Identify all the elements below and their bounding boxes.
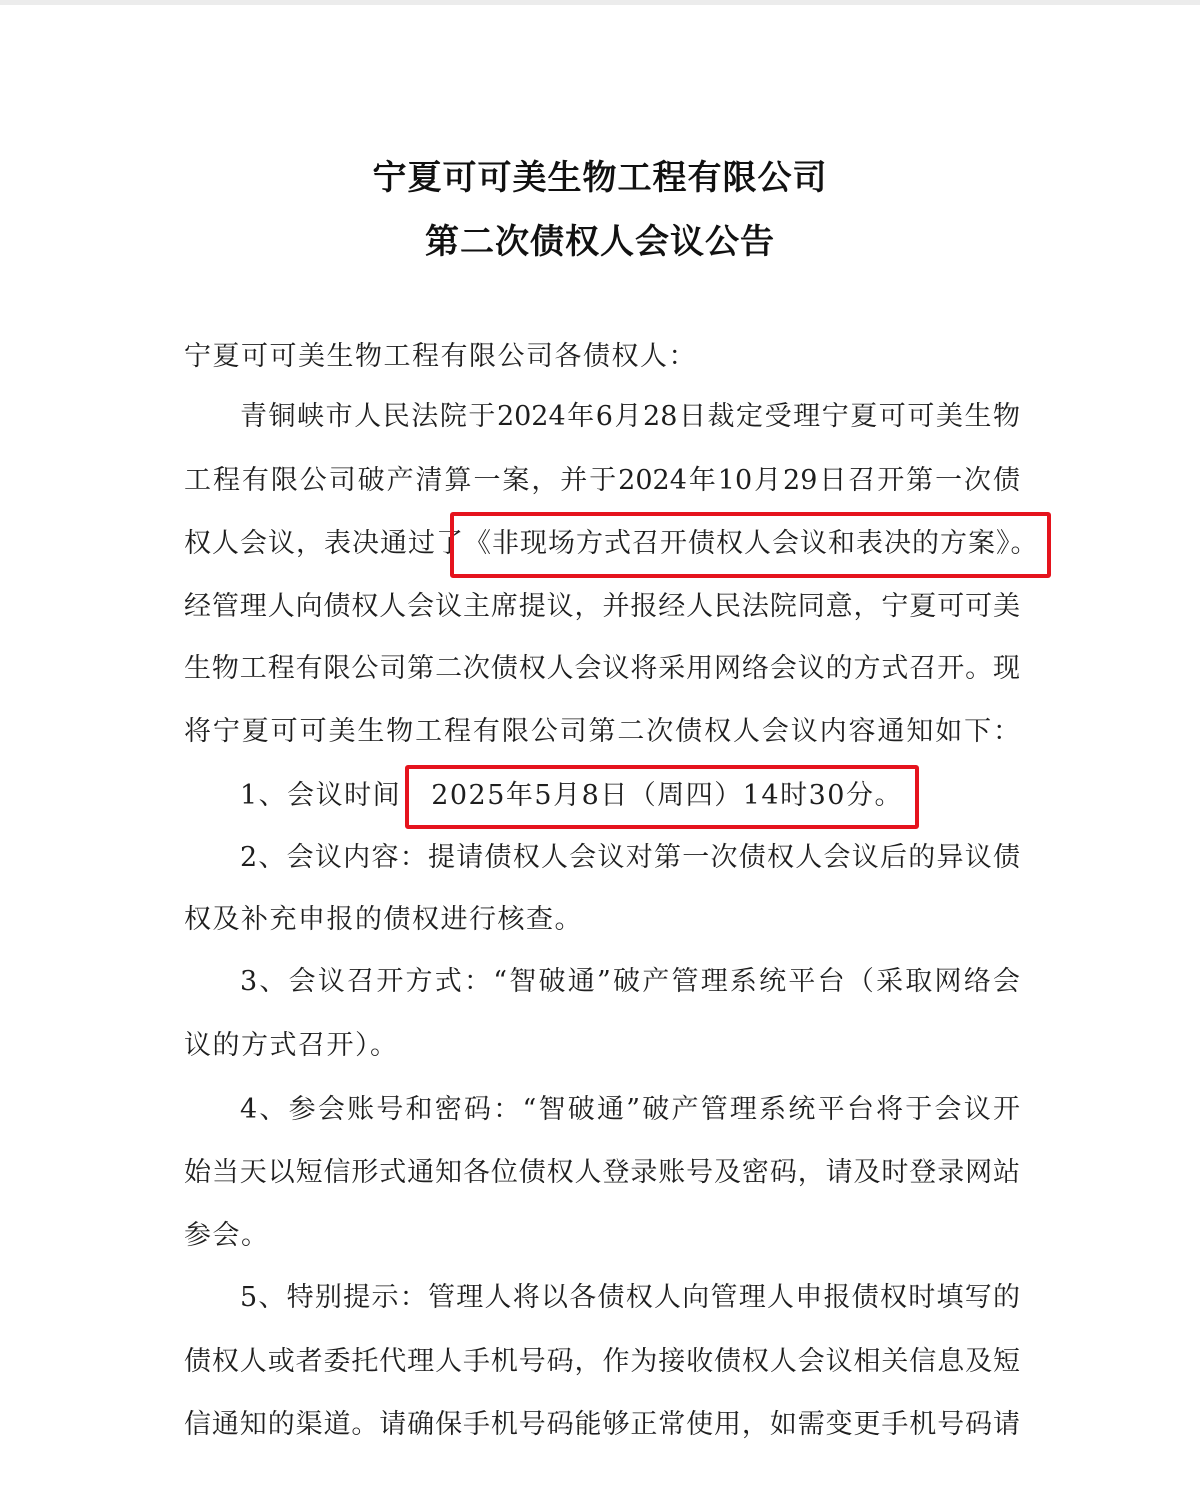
item-1-label: 1、会议时间 xyxy=(240,780,402,811)
highlighted-plan-title: 《非现场方式召开债权人会议和表决的方案》。 xyxy=(464,524,1039,564)
item-1-meeting-time xyxy=(240,776,1020,816)
salutation: 宁夏可可美生物工程有限公司各债权人： xyxy=(184,341,697,372)
item-2-line-1: 2、会议内容：提请债权人会议对第一次债权人会议后的异议债 xyxy=(240,842,1020,873)
intro-line-3 xyxy=(184,524,1039,564)
item-4-line-1: 4、参会账号和密码：“智破通”破产管理系统平台将于会议开 xyxy=(240,1094,1020,1125)
intro-line-3-prefix: 权人会议，表决通过了 xyxy=(184,528,464,559)
document-title-notice: 第二次债权人会议公告 xyxy=(425,222,775,262)
item-5-line-2: 债权人或者委托代理人手机号码，作为接收债权人会议相关信息及短 xyxy=(184,1346,1020,1377)
intro-line-4: 经管理人向债权人会议主席提议，并报经人民法院同意，宁夏可可美 xyxy=(184,591,1020,622)
intro-line-5: 生物工程有限公司第二次债权人会议将采用网络会议的方式召开。现 xyxy=(184,653,1020,684)
item-4-line-3: 参会。 xyxy=(184,1220,270,1251)
top-edge-strip xyxy=(0,0,1200,5)
item-5-line-1: 5、特别提示：管理人将以各债权人向管理人申报债权时填写的 xyxy=(240,1282,1020,1313)
intro-line-6: 将宁夏可可美生物工程有限公司第二次债权人会议内容通知如下： xyxy=(184,716,1020,747)
document-title-company: 宁夏可可美生物工程有限公司 xyxy=(372,158,828,198)
intro-line-2: 工程有限公司破产清算一案，并于2024年10月29日召开第一次债 xyxy=(184,465,1020,496)
intro-line-1: 青铜峡市人民法院于2024年6月28日裁定受理宁夏可可美生物 xyxy=(240,401,1020,432)
item-5-line-3: 信通知的渠道。请确保手机号码能够正常使用，如需变更手机号码请 xyxy=(184,1409,1020,1440)
item-3-line-1: 3、会议召开方式：“智破通”破产管理系统平台（采取网络会 xyxy=(240,966,1020,997)
item-4-line-2: 始当天以短信形式通知各位债权人登录账号及密码，请及时登录网站 xyxy=(184,1157,1020,1188)
item-2-line-2: 权及补充申报的债权进行核查。 xyxy=(184,904,583,935)
item-3-line-2: 议的方式召开）。 xyxy=(184,1030,399,1061)
highlighted-meeting-time: 2025年5月8日（周四）14时30分。 xyxy=(431,776,903,816)
